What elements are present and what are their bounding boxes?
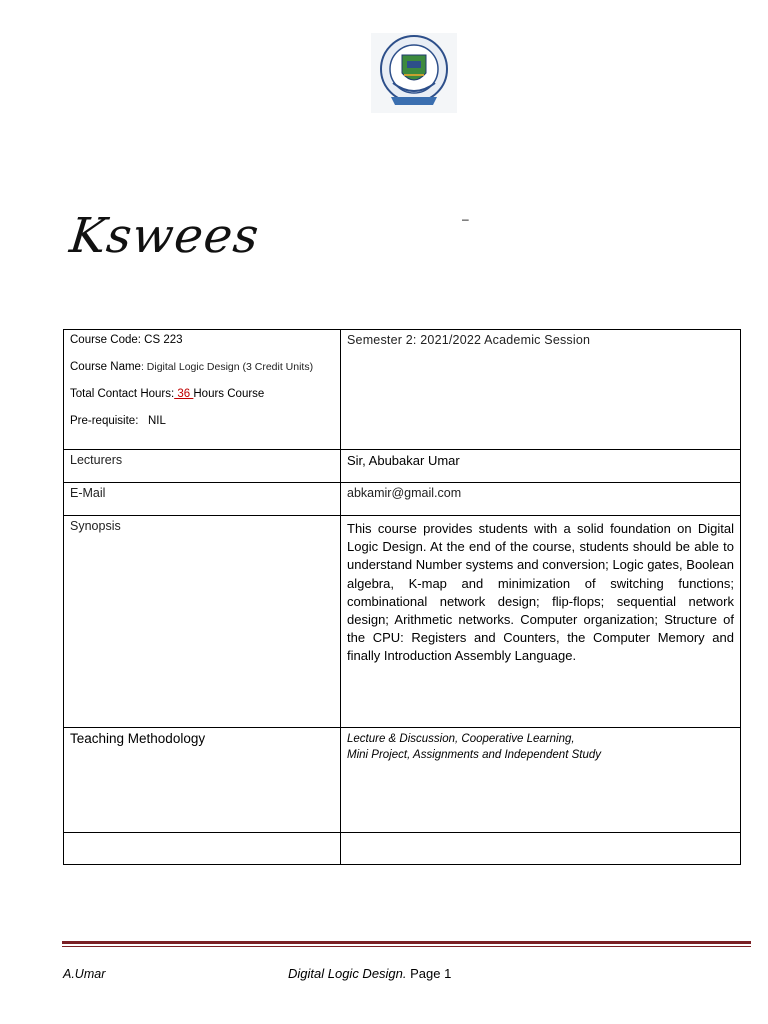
email-value: abkamir@gmail.com: [347, 486, 462, 500]
semester-text: Semester 2: 2021/2022 Academic Session: [347, 333, 591, 347]
semester-cell: [341, 330, 741, 450]
contact-hours-label: Total Contact Hours:: [70, 388, 175, 400]
course-name-label: Course Name: [70, 361, 141, 373]
synopsis-label: Synopsis: [70, 519, 121, 533]
university-crest-icon: [371, 33, 457, 113]
university-logo: [371, 33, 457, 113]
course-name-value: : Digital Logic Design (3 Credit Units): [140, 361, 314, 373]
footer-page-number: Page 1: [406, 966, 452, 981]
prereq-line: [70, 414, 334, 428]
course-code-label: Course Code:: [70, 334, 141, 346]
table-row: [64, 483, 741, 516]
teaching-methodology-label: Teaching Methodology: [70, 731, 206, 746]
course-code-line: [70, 333, 334, 347]
course-name-line: [70, 360, 334, 374]
footer-course-title: Digital Logic Design.: [288, 966, 407, 981]
footer-rule-thick: [62, 941, 751, 944]
teaching-methodology-line1: Lecture & Discussion, Cooperative Learning,: [347, 733, 575, 745]
table-row: [64, 728, 741, 833]
email-label: E-Mail: [70, 486, 106, 500]
table-row: [64, 833, 741, 865]
lecturers-label: Lecturers: [70, 453, 123, 467]
footer-author: A.Umar: [63, 967, 106, 981]
table-row: [64, 450, 741, 483]
footer-course: [288, 966, 451, 981]
course-details-cell: [64, 330, 341, 450]
contact-hours-line: [70, 387, 334, 401]
table-row: [64, 330, 741, 450]
contact-hours-suffix: Hours Course: [193, 388, 265, 400]
table-row: [64, 516, 741, 728]
stray-dash: –: [462, 212, 469, 226]
prereq-label: Pre-requisite:: [70, 415, 139, 427]
prereq-value: NIL: [147, 415, 166, 427]
lecturers-value: Sir, Abubakar Umar: [347, 453, 460, 468]
empty-cell: [64, 833, 341, 865]
empty-cell: [341, 833, 741, 865]
contact-hours-value: 36: [174, 388, 194, 400]
footer-rule-thin: [62, 946, 751, 947]
teaching-methodology-line2: Mini Project, Assignments and Independent Study: [347, 749, 601, 761]
signature: Kswees: [67, 208, 262, 264]
course-code-value: CS 223: [144, 334, 183, 346]
synopsis-text: This course provides students with a solid foundation on Digital Logic Design. At the end of the course, students should be able to understand Number systems and conversion; Logic gates, Boolean algebra, K-map and minimization of switching functions; combinational network design; flip-flops; sequential network design; Arithmetic networks. Computer organization; Structure of the CPU: Registers and Counters, the Computer Memory and finally Introduction Assembly Language.: [347, 521, 734, 664]
course-info-table: [63, 329, 741, 865]
